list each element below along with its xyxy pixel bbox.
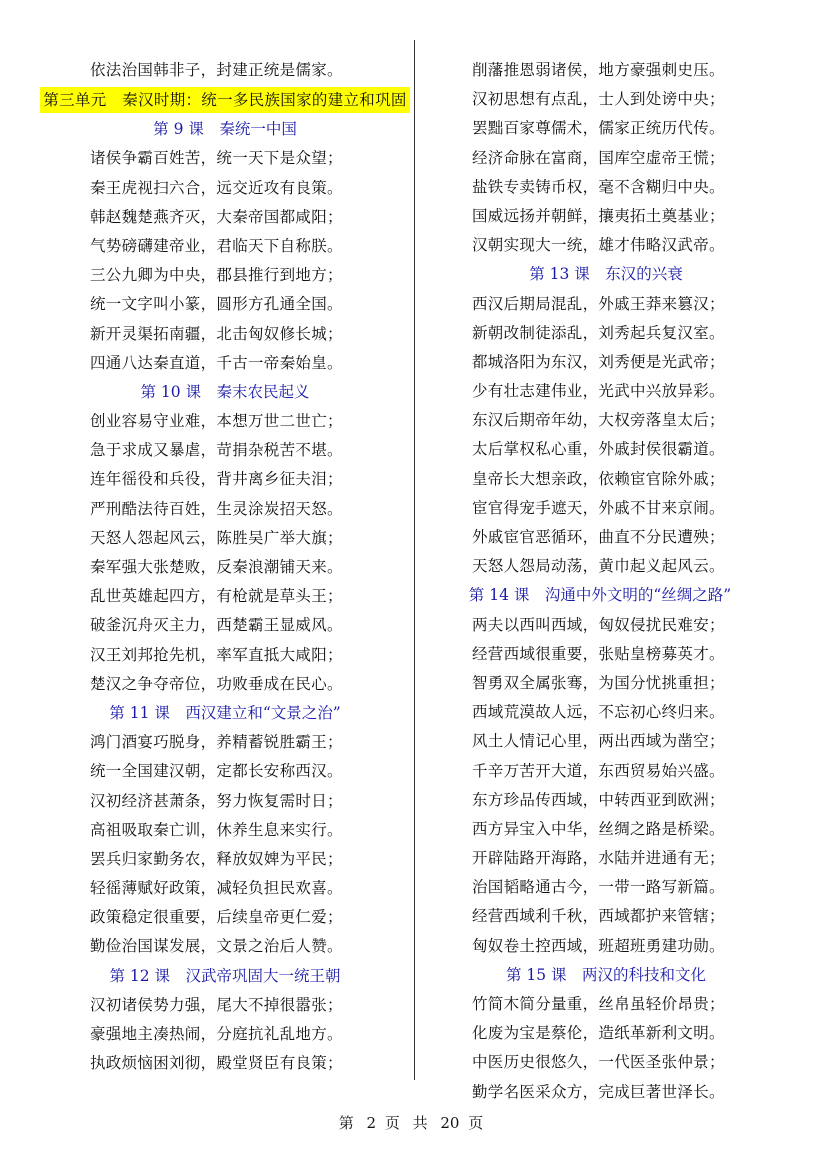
verse-line: 开辟陆路开海路，水陆并进通有无； (472, 849, 725, 868)
lesson-9-title: 第 9 课 秦统一中国 (153, 120, 297, 139)
verse-line: 皇帝长大想亲政，依赖宦官除外戚； (472, 469, 725, 488)
verse-line: 连年徭役和兵役，背井离乡征夫泪； (90, 470, 343, 489)
verse-line: 诸侯争霸百姓苦，统一天下是众望； (90, 149, 343, 168)
verse-line: 依法治国韩非子，封建正统是儒家。 (90, 61, 343, 79)
right-column (456, 56, 756, 1107)
verse-line: 秦军强大张楚败，反秦浪潮铺天来。 (90, 558, 343, 576)
verse-line: 汉初思想有点乱，士人到处谤中央； (472, 90, 725, 109)
verse-line: 高祖吸取秦亡训，休养生息来实行。 (90, 820, 343, 839)
verse-line: 经营西域很重要，张贴皇榜募英才。 (472, 644, 725, 663)
verse-line: 经济命脉在富商，国库空虚帝王慌； (472, 148, 725, 167)
verse-line: 楚汉之争夺帝位，功败垂成在民心。 (90, 674, 343, 693)
left-column (40, 56, 410, 1078)
verse-line: 勤学名医采众方，完成巨著世泽长。 (472, 1082, 725, 1101)
verse-line: 国威远扬并朝鲜，攘夷拓土奠基业； (472, 206, 725, 225)
verse-line: 统一文字叫小篆，圆形方孔通全国。 (90, 295, 343, 314)
verse-line: 宦官得宠手遮天，外戚不甘来京闹。 (472, 498, 725, 517)
verse-line: 韩赵魏楚燕齐灭，大秦帝国都咸阳； (90, 207, 343, 226)
verse-line: 急于求成又暴虐，苛捐杂税苦不堪。 (90, 441, 343, 460)
total-pages: 20 (440, 1114, 460, 1132)
verse-line: 破釜沉舟灭主力，西楚霸王显威风。 (90, 616, 343, 635)
lesson-14-verses (456, 611, 756, 961)
verse-line: 执政烦恼困刘彻，殿堂贤臣有良策； (90, 1054, 343, 1073)
page-number: 2 (366, 1114, 377, 1132)
verse-line: 少有壮志建伟业，光武中兴放异彩。 (472, 382, 725, 401)
verse-line: 天怒人怨起风云，陈胜吴广举大旗； (90, 528, 343, 547)
verse-line: 太后掌权私心重，外戚封侯很霸道。 (472, 440, 725, 459)
verse-line: 汉初诸侯势力强，尾大不掉很嚣张； (90, 995, 343, 1014)
verse-line: 东方珍品传西域，中转西亚到欧洲； (472, 790, 725, 809)
verse-line: 严刑酷法待百姓，生灵涂炭招天怒。 (90, 499, 343, 518)
verse-line: 汉朝实现大一统，雄才伟略汉武帝。 (472, 236, 725, 255)
footer-middle: 页 共 (384, 1114, 432, 1132)
verse-line: 西方异宝入中华，丝绸之路是桥梁。 (472, 819, 725, 838)
lesson-13-title: 第 13 课 东汉的兴衰 (529, 265, 683, 284)
verse-line: 汉王刘邦抢先机，率军直抵大咸阳； (90, 645, 343, 664)
lesson-15-title: 第 15 课 两汉的科技和文化 (505, 965, 707, 984)
lesson-9-verses (40, 144, 410, 378)
verse-line: 风土人情记心里，两出西域为凿空； (472, 732, 725, 751)
lesson-14-title: 第 14 课 沟通中外文明的“丝绸之路” (468, 586, 732, 605)
verse-line: 竹简木简分量重，丝帛虽轻价昂贵； (472, 995, 725, 1013)
verse-line: 汉初经济甚萧条，努力恢复需时日； (90, 791, 343, 810)
lesson-11-verses (40, 728, 410, 962)
verse-line: 新开灵渠拓南疆，北击匈奴修长城； (90, 324, 343, 343)
page-footer (0, 1112, 826, 1133)
verse-line: 新朝改制徒添乱，刘秀起兵复汉室。 (472, 323, 725, 342)
verse-line: 都城洛阳为东汉，刘秀便是光武帝； (472, 352, 725, 371)
lesson-12-verses (40, 991, 410, 1079)
verse-line: 外戚宦官恶循环，曲直不分民遭殃； (472, 528, 725, 546)
continued-verses (456, 56, 756, 260)
verse-line: 中医历史很悠久，一代医圣张仲景； (472, 1053, 725, 1072)
verse-line: 三公九卿为中央，郡县推行到地方； (90, 266, 343, 285)
verse-line: 四通八达秦直道，千古一帝秦始皇。 (90, 353, 343, 372)
verse-line: 政策稳定很重要，后续皇帝更仁爱； (90, 908, 343, 927)
footer-suffix: 页 (468, 1114, 488, 1132)
verse-line: 西汉后期局混乱，外戚王莽来篡汉； (472, 294, 725, 313)
lesson-13-verses (456, 290, 756, 582)
verse-line: 轻徭薄赋好政策，减轻负担民欢喜。 (90, 879, 343, 898)
lesson-10-title: 第 10 课 秦末农民起义 (140, 382, 310, 401)
lesson-15-verses (456, 990, 756, 1107)
verse-line: 经营西域利千秋，西域都护来管辖； (472, 907, 725, 926)
verse-line: 罢兵归家勤务农，释放奴婢为平民； (90, 849, 343, 868)
verse-line: 天怒人怨局动荡，黄巾起义起风云。 (472, 557, 725, 576)
footer-prefix: 第 (338, 1114, 358, 1132)
lesson-11-title: 第 11 课 西汉建立和“文景之治” (109, 703, 341, 722)
verse-line: 勤俭治国谋发展，文景之治后人赞。 (90, 937, 343, 956)
verse-line: 东汉后期帝年幼，大权旁落皇太后； (472, 411, 725, 430)
verse-line: 秦王虎视扫六合，远交近攻有良策。 (90, 178, 343, 197)
verse-line: 化废为宝是蔡伦，造纸革新利文明。 (472, 1024, 725, 1043)
lesson-10-verses (40, 407, 410, 699)
column-divider (414, 40, 415, 1080)
unit-title: 第三单元 秦汉时期：统一多民族国家的建立和巩固 (40, 87, 410, 113)
verse-line: 盐铁专卖铸币权，毫不含糊归中央。 (472, 177, 725, 196)
verse-line: 乱世英雄起四方，有枪就是草头王； (90, 587, 343, 606)
verse-line: 鸿门酒宴巧脱身，养精蓄锐胜霸王； (90, 733, 343, 752)
verse-line: 统一全国建汉朝，定都长安称西汉。 (90, 762, 343, 781)
verse-line: 千辛万苦开大道，东西贸易始兴盛。 (472, 761, 725, 780)
verse-line: 治国韬略通古今，一带一路写新篇。 (472, 878, 725, 897)
verse-line: 西域荒漠故人远，不忘初心终归来。 (472, 703, 725, 722)
verse-line: 罢黜百家尊儒术，儒家正统历代传。 (472, 119, 725, 138)
verse-line: 削藩推恩弱诸侯，地方豪强刺史压。 (472, 61, 725, 79)
verse-line: 创业容易守业难，本想万世二世亡； (90, 412, 343, 431)
verse-line: 豪强地主凑热闹，分庭抗礼乱地方。 (90, 1025, 343, 1043)
verse-line: 气势磅礴建帝业，君临天下自称朕。 (90, 236, 343, 255)
lesson-12-title: 第 12 课 汉武帝巩固大一统王朝 (109, 966, 341, 985)
verse-line: 匈奴卷土控西域，班超班勇建功勋。 (472, 936, 725, 955)
verse-line: 智勇双全属张骞，为国分忧挑重担； (472, 673, 725, 692)
verse-line: 两夫以西叫西域，匈奴侵扰民难安； (472, 615, 725, 634)
